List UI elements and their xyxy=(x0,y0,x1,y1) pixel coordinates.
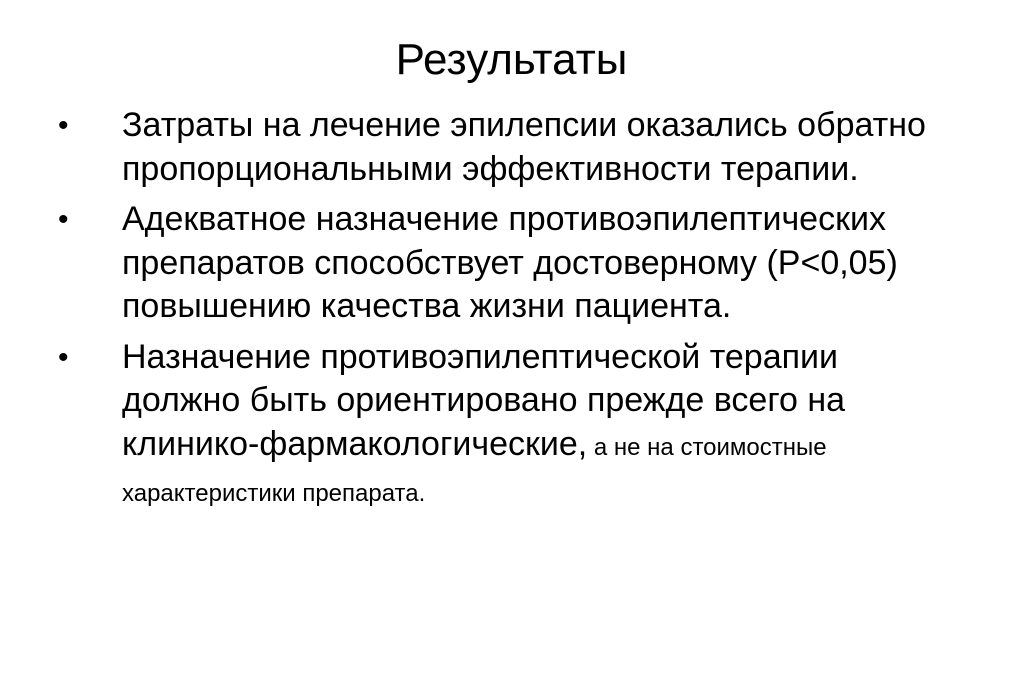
bullet-text-therapy-orientation: Назначение противоэпилептической терапии должно быть ориентировано прежде всего на клинико-фармакологические, xyxy=(122,337,846,463)
bullet-text-costs: Затраты на лечение эпилепсии оказались обратно пропорциональными эффективности терапии. xyxy=(122,106,926,188)
bullet-marker: • xyxy=(58,203,69,236)
slide-title: Результаты xyxy=(395,35,628,84)
bullet-list xyxy=(58,104,958,523)
bullet-text-therapy-orientation-small: а не на стоимостные характеристики препарата. xyxy=(122,433,827,507)
bullet-item-therapy-orientation xyxy=(58,336,958,516)
bullet-marker: • xyxy=(58,340,69,374)
bullet-marker: • xyxy=(58,109,69,142)
bullet-text-adequate-prescription: Адекватное назначение противоэпилептических препаратов способствует достоверному (Р<0,05) повышению качества жизни пациента. xyxy=(122,200,898,325)
bullet-item-adequate-prescription xyxy=(58,198,958,329)
bullet-item-costs xyxy=(58,104,958,191)
